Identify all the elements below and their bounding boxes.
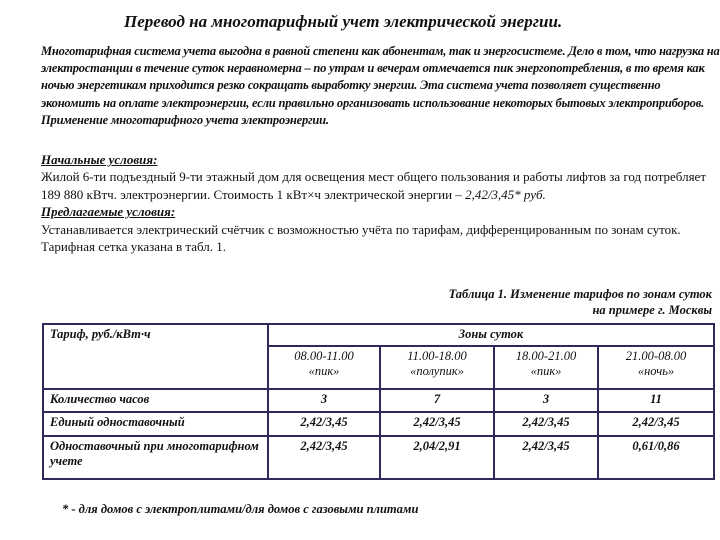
initial-price: 2,42/3,45* руб. <box>465 186 546 202</box>
row-label: Единый одноставочный <box>43 412 268 436</box>
value-cell: 2,42/3,45 <box>598 412 714 436</box>
intro-heading: Применение многотарифного учета электроэнергии. <box>41 112 329 127</box>
intro-paragraph: Многотарифная система учета выгодна в равной степени как абонентам, так и энергосистеме. Дело в том, что нагрузка на электростанции в течение суток неравномерна – по утрам и вечерам отмечается пик энергопотребления, в то время как ночью энергетикам приходится резко сокращать выработку энергии. Эта система учета позволяет существенно экономить на оплате электроэнергии, если правильно организовать использование некоторых бытовых электроприборов. <box>41 44 720 110</box>
caption-line: на примере г. Москвы <box>592 303 712 317</box>
zone-cell <box>268 346 380 389</box>
value-cell: 2,42/3,45 <box>494 412 598 436</box>
caption-line: Таблица 1. Изменение тарифов по зонам суток <box>448 287 712 301</box>
value-cell: 2,42/3,45 <box>494 436 598 479</box>
zone-cell <box>380 346 494 389</box>
zone-name: «пик» <box>530 364 562 378</box>
zone-time: 18.00-21.00 <box>515 349 577 363</box>
row-label: Количество часов <box>43 389 268 412</box>
footnote: * - для домов с электроплитами/для домов с газовыми плитами <box>62 502 419 516</box>
value-cell: 2,42/3,45 <box>268 412 380 436</box>
zone-name: «полупик» <box>410 364 464 378</box>
value-cell: 3 <box>268 389 380 412</box>
conditions-section <box>41 151 720 255</box>
zone-time: 21.00-08.00 <box>625 349 687 363</box>
proposed-conditions-text: Устанавливается электрический счётчик с возможностью учёта по тарифам, дифференцированным по зонам суток. <box>41 221 681 237</box>
zone-name: «пик» <box>308 364 340 378</box>
zone-cell <box>494 346 598 389</box>
zone-time: 11.00-18.00 <box>407 349 467 363</box>
value-cell: 3 <box>494 389 598 412</box>
tariff-table <box>42 323 715 480</box>
table-caption <box>449 286 712 318</box>
table-header-row <box>43 324 714 346</box>
zones-header: Зоны суток <box>268 324 714 346</box>
row-label: Одноставочный при многотарифном учете <box>43 436 268 479</box>
table-reference: Тарифная сетка указана в табл. 1. <box>41 239 227 255</box>
table-row <box>43 436 714 479</box>
table-row <box>43 412 714 436</box>
value-cell: 7 <box>380 389 494 412</box>
value-cell: 2,42/3,45 <box>268 436 380 479</box>
zone-cell <box>598 346 714 389</box>
page-title: Перевод на многотарифный учет электрической энергии. <box>124 12 563 31</box>
corner-cell: Тариф, руб./кВт·ч <box>43 324 268 389</box>
proposed-conditions-heading: Предлагаемые условия: <box>41 204 176 220</box>
initial-text: Жилой 6-ти подъездный 9-ти этажный дом для освещения мест общего пользования и работы лифтов за год потребляет 189 880 кВтч. электроэнергии. Стоимость 1 кВт×ч электрической энергии – <box>41 169 707 202</box>
table-row <box>43 389 714 412</box>
value-cell: 11 <box>598 389 714 412</box>
value-cell: 0,61/0,86 <box>598 436 714 479</box>
initial-conditions-heading: Начальные условия: <box>41 152 158 167</box>
value-cell: 2,04/2,91 <box>380 436 494 479</box>
initial-conditions-text <box>41 168 720 203</box>
zone-name: «ночь» <box>637 364 675 378</box>
zone-time: 08.00-11.00 <box>294 349 354 363</box>
intro-section <box>41 43 720 129</box>
value-cell: 2,42/3,45 <box>380 412 494 436</box>
